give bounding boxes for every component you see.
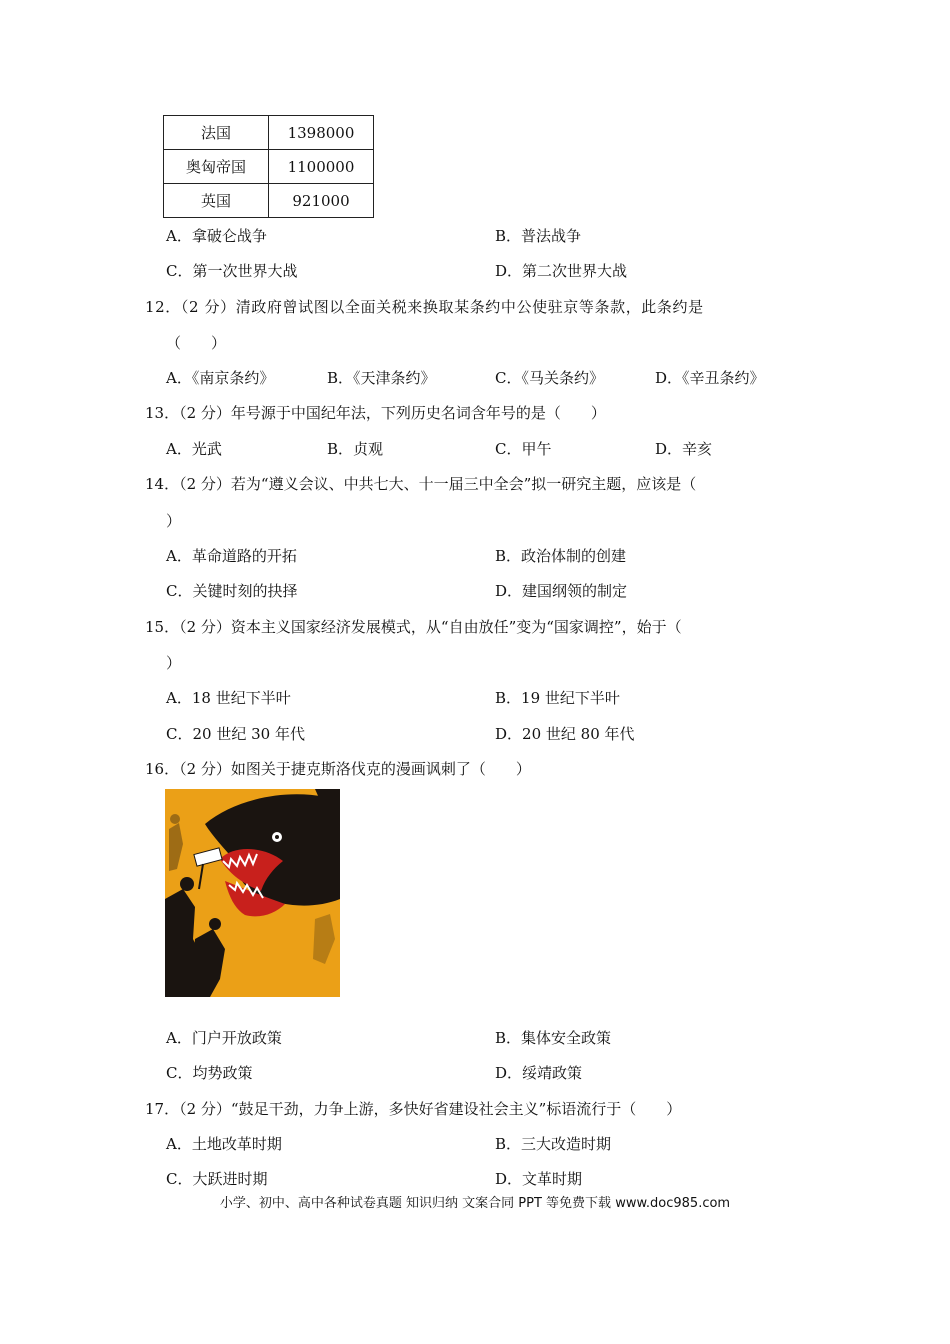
table-row [164,150,374,184]
q17-option-a: A．土地改革时期 [166,1135,282,1153]
czechoslovakia-cartoon-image [165,789,340,997]
q15-option-b: B．19 世纪下半叶 [495,689,620,707]
q13-option-d: D．辛亥 [655,440,713,458]
q14-stem: 14．（2 分）若为“遵义会议、中共七大、十一届三中全会”拟一研究主题，应该是（ [145,475,697,493]
q15-option-c: C．20 世纪 30 年代 [166,725,305,743]
q13-option-a: A．光武 [166,440,222,458]
table-row [164,116,374,150]
table-cell-country: 英国 [164,184,269,218]
q12-option-c: C．《马关条约》 [495,369,604,387]
q11-option-c: C．第一次世界大战 [166,262,298,280]
table-cell-value: 1100000 [269,150,374,184]
q12-option-d: D．《辛丑条约》 [655,369,765,387]
q17-option-b: B．三大改造时期 [495,1135,612,1153]
cartoon-illustration [165,789,340,997]
q14-option-b: B．政治体制的创建 [495,547,627,565]
q14-option-c: C．关键时刻的抉择 [166,582,298,600]
q13-stem: 13．（2 分）年号源于中国纪年法，下列历史名词含年号的是（ ） [145,404,606,422]
q14-stem-cont: ） [166,512,182,530]
q15-option-a: A．18 世纪下半叶 [166,689,291,707]
q14-option-d: D．建国纲领的制定 [495,582,628,600]
q17-option-d: D．文革时期 [495,1170,583,1188]
q12-stem-cont: （ ） [166,334,227,352]
q16-stem: 16．（2 分）如图关于捷克斯洛伐克的漫画讽刺了（ ） [145,760,531,778]
table-row [164,184,374,218]
q16-option-d: D．绥靖政策 [495,1064,583,1082]
q11-option-b: B．普法战争 [495,227,582,245]
q14-option-a: A．革命道路的开拓 [166,547,297,565]
q17-stem: 17．（2 分）“鼓足干劲，力争上游，多快好省建设社会主义”标语流行于（ ） [145,1100,682,1118]
q11-option-a: A．拿破仑战争 [166,227,267,245]
q17-option-c: C．大跃进时期 [166,1170,268,1188]
q13-option-c: C．甲午 [495,440,552,458]
casualty-table [163,115,374,218]
q12-option-b: B．《天津条约》 [327,369,436,387]
q13-option-b: B．贞观 [327,440,384,458]
q15-stem: 15．（2 分）资本主义国家经济发展模式，从“自由放任”变为“国家调控”，始于（ [145,618,682,636]
q12-option-a: A．《南京条约》 [166,369,275,387]
q16-option-c: C．均势政策 [166,1064,253,1082]
table-cell-country: 奥匈帝国 [164,150,269,184]
q12-stem: 12．（2 分）清政府曾试图以全面关税来换取某条约中公使驻京等条款，此条约是 [145,298,704,316]
q11-option-d: D．第二次世界大战 [495,262,628,280]
q15-stem-cont: ） [166,654,182,672]
table-cell-value: 921000 [269,184,374,218]
table-cell-value: 1398000 [269,116,374,150]
q16-option-b: B．集体安全政策 [495,1029,612,1047]
page-footer: 小学、初中、高中各种试卷真题 知识归纳 文案合同 PPT 等免费下载 www.doc985.com [219,1196,731,1211]
table-cell-country: 法国 [164,116,269,150]
q15-option-d: D．20 世纪 80 年代 [495,725,635,743]
q16-option-a: A．门户开放政策 [166,1029,282,1047]
